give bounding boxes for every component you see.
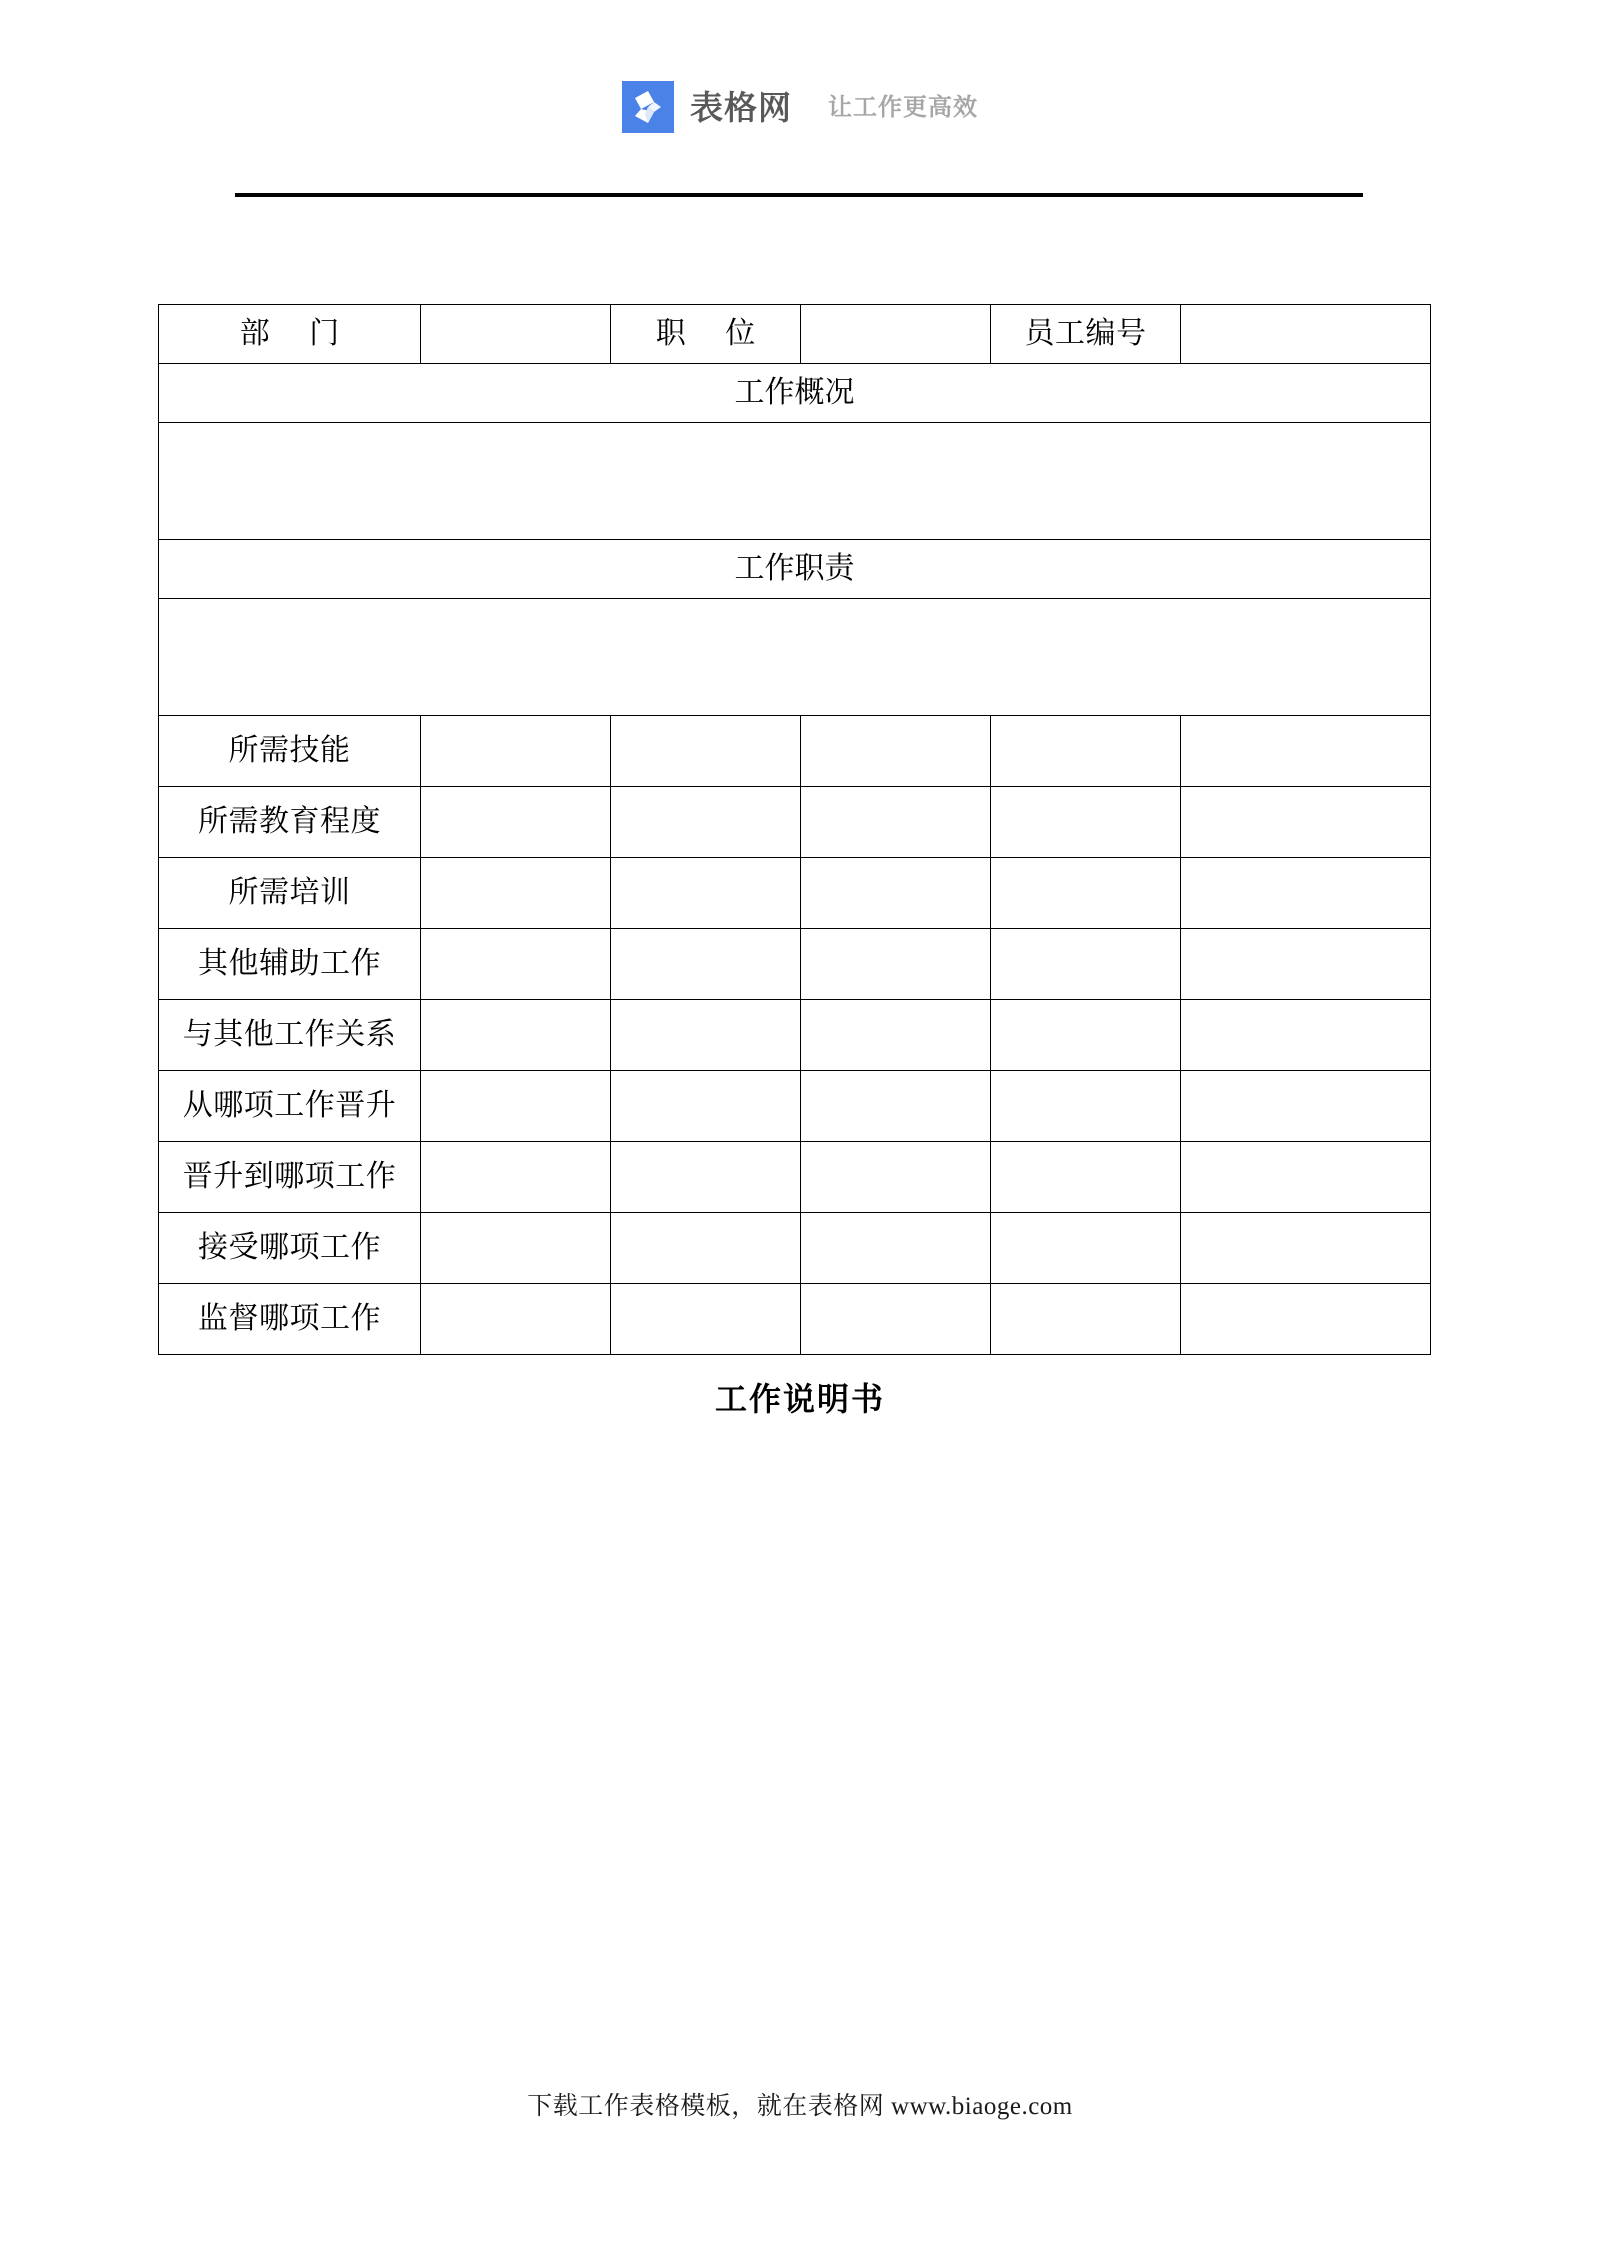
row-cell-3[interactable] (801, 787, 991, 858)
row-cell-2[interactable] (611, 1284, 801, 1355)
row-label: 晋升到哪项工作 (182, 1160, 397, 1194)
row-cell-4[interactable] (991, 858, 1181, 929)
row-cell-5[interactable] (1181, 929, 1431, 1000)
table-row (159, 1000, 1431, 1071)
table-row-section-overview-title (159, 364, 1431, 423)
row-label: 所需教育程度 (198, 805, 381, 839)
brand-name: 表格网 (690, 87, 792, 127)
table-row-section-duties-title (159, 540, 1431, 599)
row-cell-1[interactable] (421, 1000, 611, 1071)
row-label-cell (159, 1213, 421, 1284)
section-duties-body-cell[interactable] (159, 599, 1431, 716)
job-description-table (158, 304, 1431, 1355)
row-cell-5[interactable] (1181, 1000, 1431, 1071)
row-cell-4[interactable] (991, 1000, 1181, 1071)
row-cell-4[interactable] (991, 1071, 1181, 1142)
row-cell-5[interactable] (1181, 858, 1431, 929)
row-label: 所需培训 (228, 876, 351, 910)
row-cell-5[interactable] (1181, 716, 1431, 787)
row-cell-2[interactable] (611, 1213, 801, 1284)
table-row (159, 1213, 1431, 1284)
row-label: 监督哪项工作 (198, 1302, 381, 1336)
row-cell-4[interactable] (991, 787, 1181, 858)
employee-id-label-cell (991, 305, 1181, 364)
row-cell-1[interactable] (421, 787, 611, 858)
table-row (159, 929, 1431, 1000)
row-cell-3[interactable] (801, 858, 991, 929)
row-cell-1[interactable] (421, 1071, 611, 1142)
table-row (159, 1284, 1431, 1355)
row-cell-3[interactable] (801, 1284, 991, 1355)
section-duties-title-cell (159, 540, 1431, 599)
row-cell-1[interactable] (421, 716, 611, 787)
row-cell-4[interactable] (991, 716, 1181, 787)
footer-url: www.biaoge.com (891, 2093, 1073, 2120)
row-cell-2[interactable] (611, 787, 801, 858)
table-row-section-overview-body (159, 423, 1431, 540)
header-divider (235, 193, 1363, 197)
row-cell-2[interactable] (611, 858, 801, 929)
row-cell-3[interactable] (801, 1213, 991, 1284)
position-label-cell (611, 305, 801, 364)
brand-header (0, 72, 1600, 142)
row-cell-5[interactable] (1181, 1071, 1431, 1142)
row-label: 与其他工作关系 (182, 1018, 397, 1052)
row-cell-5[interactable] (1181, 1284, 1431, 1355)
table-row (159, 1071, 1431, 1142)
row-cell-1[interactable] (421, 929, 611, 1000)
employee-id-value-cell[interactable] (1181, 305, 1431, 364)
brand-tagline: 让工作更高效 (828, 93, 978, 121)
row-label-cell (159, 1142, 421, 1213)
row-label: 其他辅助工作 (198, 947, 381, 981)
page-title: 工作说明书 (714, 1381, 885, 1417)
row-cell-2[interactable] (611, 1142, 801, 1213)
table-row (159, 787, 1431, 858)
footer-text: 下载工作表格模板，就在表格网 (527, 2093, 885, 2120)
department-label-cell (159, 305, 421, 364)
section-overview-body-cell[interactable] (159, 423, 1431, 540)
row-label: 从哪项工作晋升 (182, 1089, 397, 1123)
row-cell-4[interactable] (991, 1284, 1181, 1355)
row-cell-2[interactable] (611, 716, 801, 787)
row-cell-3[interactable] (801, 1071, 991, 1142)
row-cell-2[interactable] (611, 1000, 801, 1071)
position-label: 职 位 (655, 317, 772, 351)
row-label-cell (159, 1071, 421, 1142)
row-label: 接受哪项工作 (198, 1231, 381, 1265)
row-cell-4[interactable] (991, 1213, 1181, 1284)
row-cell-3[interactable] (801, 1000, 991, 1071)
biaoge-logo-icon (622, 81, 674, 133)
department-label: 部 门 (239, 317, 356, 351)
table-row (159, 1142, 1431, 1213)
row-label-cell (159, 929, 421, 1000)
row-cell-5[interactable] (1181, 1142, 1431, 1213)
row-cell-3[interactable] (801, 1142, 991, 1213)
table-row (159, 716, 1431, 787)
row-label-cell (159, 716, 421, 787)
row-cell-2[interactable] (611, 929, 801, 1000)
row-cell-3[interactable] (801, 929, 991, 1000)
section-overview-title: 工作概况 (734, 376, 855, 410)
row-label-cell (159, 1284, 421, 1355)
row-cell-1[interactable] (421, 1284, 611, 1355)
row-label-cell (159, 1000, 421, 1071)
table-row (159, 858, 1431, 929)
row-label-cell (159, 787, 421, 858)
position-value-cell[interactable] (801, 305, 991, 364)
section-overview-title-cell (159, 364, 1431, 423)
row-cell-3[interactable] (801, 716, 991, 787)
row-cell-4[interactable] (991, 929, 1181, 1000)
row-cell-1[interactable] (421, 858, 611, 929)
brand-lockup (622, 81, 978, 133)
row-cell-5[interactable] (1181, 1213, 1431, 1284)
row-cell-1[interactable] (421, 1142, 611, 1213)
row-cell-2[interactable] (611, 1071, 801, 1142)
table-row-section-duties-body (159, 599, 1431, 716)
table-row-identification (159, 305, 1431, 364)
department-value-cell[interactable] (421, 305, 611, 364)
row-cell-5[interactable] (1181, 787, 1431, 858)
employee-id-label: 员工编号 (1024, 317, 1147, 351)
section-duties-title: 工作职责 (734, 552, 855, 586)
footer (0, 2086, 1600, 2122)
row-label-cell (159, 858, 421, 929)
row-cell-1[interactable] (421, 1213, 611, 1284)
row-label: 所需技能 (228, 734, 351, 768)
row-cell-4[interactable] (991, 1142, 1181, 1213)
